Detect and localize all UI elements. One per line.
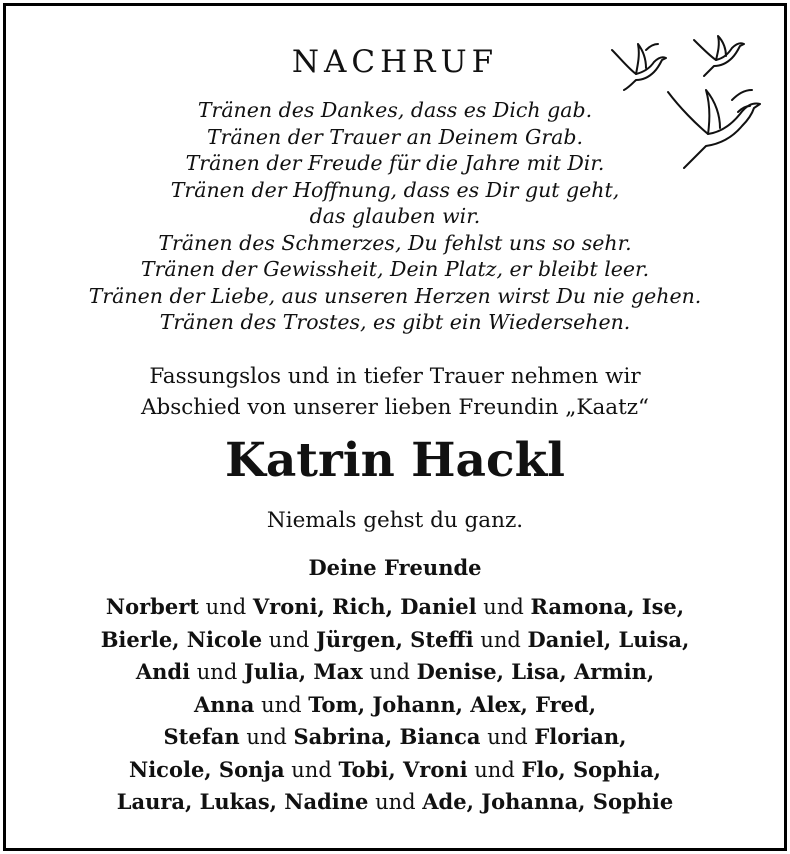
conjunction: und	[375, 790, 416, 814]
conjunction: und	[483, 595, 524, 619]
friend-names: Tobi, Vroni	[338, 756, 468, 782]
friend-names: Tom, Johann, Alex, Fred,	[308, 691, 597, 717]
friend-names: Ade, Johanna, Sophie	[422, 789, 674, 814]
conjunction: und	[474, 757, 515, 782]
friend-names: Jürgen, Steffi	[315, 626, 474, 652]
friends-line	[6, 624, 784, 657]
poem-line: das glauben wir.	[309, 204, 481, 228]
poem-line: Tränen des Trostes, es gibt ein Wiedersehen.	[159, 310, 631, 334]
poem-line: Tränen des Dankes, dass es Dich gab.	[197, 98, 593, 122]
friends-line	[6, 754, 784, 787]
poem-line: Tränen der Freude für die Jahre mit Dir.	[185, 151, 605, 175]
intro-text	[6, 361, 784, 423]
friend-names: Andi	[135, 659, 191, 684]
friend-names: Denise, Lisa, Armin,	[416, 659, 655, 684]
friend-names: Nicole, Sonja	[129, 756, 285, 782]
intro-line: Abschied von unserer lieben Freundin „Kaatz“	[140, 395, 650, 420]
friend-names: Daniel, Luisa,	[527, 626, 690, 652]
conjunction: und	[268, 627, 310, 652]
obituary-notice	[3, 3, 787, 851]
mourners-group: Deine Freunde	[308, 555, 482, 580]
conjunction: und	[205, 595, 247, 619]
conjunction: und	[246, 725, 287, 749]
poem	[6, 97, 784, 336]
deceased-name: Katrin Hackl	[224, 433, 566, 488]
motto: Niemals gehst du ganz.	[266, 508, 524, 533]
friend-names: Stefan	[163, 724, 240, 749]
friend-names: Norbert	[105, 594, 199, 619]
friend-names: Vroni, Rich, Daniel	[252, 594, 477, 619]
conjunction: und	[369, 660, 410, 684]
poem-line: Tränen des Schmerzes, Du fehlst uns so sehr.	[158, 230, 632, 255]
poem-line: Tränen der Gewissheit, Dein Platz, er bleibt leer.	[140, 257, 650, 281]
friends-line	[6, 591, 784, 624]
friend-names: Sabrina, Bianca	[293, 724, 481, 749]
conjunction: und	[196, 660, 238, 684]
conjunction: und	[291, 757, 332, 782]
friend-names: Ramona, Ise,	[530, 594, 685, 619]
poem-line: Tränen der Hoffnung, dass es Dir gut geht,	[170, 177, 620, 202]
friend-names: Laura, Lukas, Nadine	[116, 789, 369, 814]
friends-line	[6, 689, 784, 722]
page-title: NACHRUF	[291, 44, 499, 80]
friend-names: Julia, Max	[243, 659, 363, 684]
friend-names: Anna	[193, 691, 255, 717]
poem-line: Tränen der Trauer an Deinem Grab.	[206, 124, 584, 149]
friends-line	[6, 721, 784, 754]
poem-line: Tränen der Liebe, aus unseren Herzen wirst Du nie gehen.	[88, 283, 702, 308]
conjunction: und	[480, 627, 521, 652]
friends-line	[6, 656, 784, 689]
friends-list	[6, 591, 784, 819]
conjunction: und	[261, 692, 302, 717]
friend-names: Flo, Sophia,	[521, 756, 661, 782]
friends-line	[6, 786, 784, 819]
intro-line: Fassungslos und in tiefer Trauer nehmen wir	[149, 364, 641, 389]
friend-names: Florian,	[534, 724, 627, 749]
conjunction: und	[487, 725, 528, 749]
friend-names: Bierle, Nicole	[100, 626, 263, 652]
